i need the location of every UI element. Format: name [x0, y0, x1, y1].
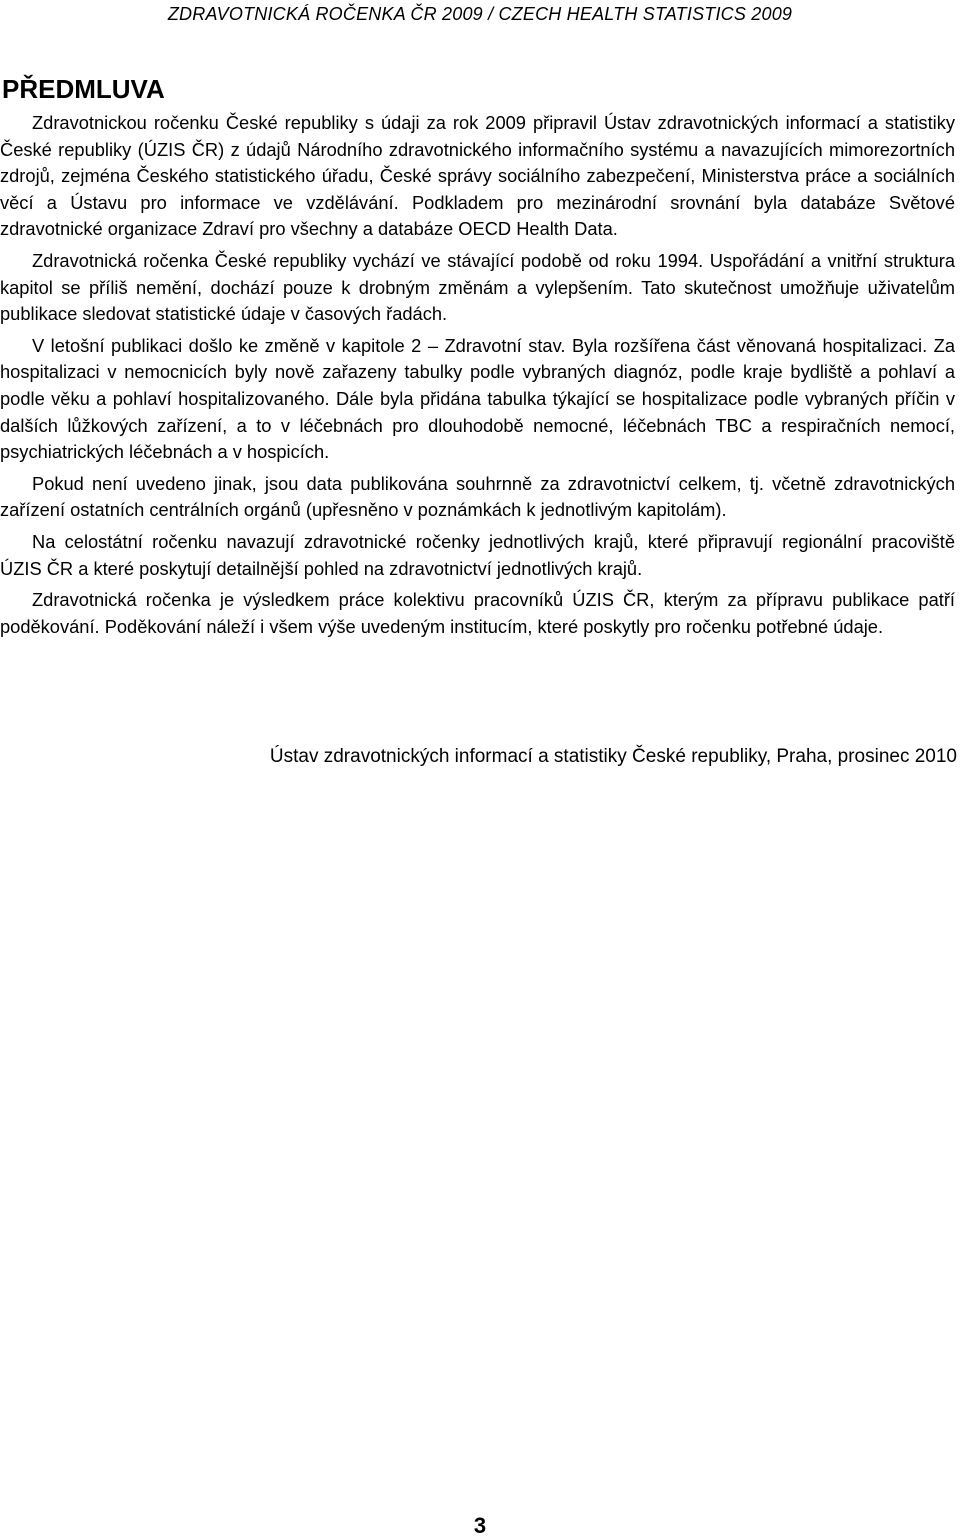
section-title: PŘEDMLUVA [2, 74, 165, 104]
paragraph-1: Zdravotnickou ročenku České republiky s údaji za rok 2009 připravil Ústav zdravotnických informací a statistiky České republiky (ÚZIS ČR) z údajů Národního zdravotnického informačního systému a navazujících mimorezortních zdrojů, zejména Českého statistického úřadu, České správy sociálního zabezpečení, Ministerstva práce a sociálních věcí a Ústavu pro informace ve vzdělávání. Podkladem pro mezinárodní srovnání byla databáze Světové zdravotnické organizace Zdraví pro všechny a databáze OECD Health Data. [0, 112, 955, 240]
page-number: 3 [473, 1513, 487, 1538]
paragraph-3: V letošní publikaci došlo ke změně v kapitole 2 – Zdravotní stav. Byla rozšířena část věnovaná hospitalizaci. Za hospitalizaci v nemocnicích byly nově zařazeny tabulky podle vybraných diagnóz, podle kraje bydliště a pohlaví a podle věku a pohlaví hospitalizovaného. Dále byla přidána tabulka týkající se hospitalizace podle vybraných příčin v dalších lůžkových zařízení, a to v léčebnách pro dlouhodobě nemocné, léčebnách TBC a respiračních nemocí, psychiatrických léčebnách a v hospicích. [0, 334, 955, 463]
paragraph-6: Zdravotnická ročenka je výsledkem práce kolektivu pracovníků ÚZIS ČR, kterým za přípravu publikace patří poděkování. Poděkování náleží i všem výše uvedeným institucím, které poskytly pro ročenku potřebné údaje. [0, 589, 955, 637]
preface-body [0, 110, 955, 645]
paragraph-2: Zdravotnická ročenka České republiky vychází ve stávající podobě od roku 1994. Uspořádání a vnitřní struktura kapitol se příliš nemění, dochází pouze k drobným změnám a vylepšením. Tato skutečnost umožňuje uživatelům publikace sledovat statistické údaje v časových řadách. [0, 249, 955, 325]
paragraph-4: Pokud není uvedeno jinak, jsou data publikována souhrnně za zdravotnictví celkem, tj. včetně zdravotnických zařízení ostatních centrálních orgánů (upřesněno v poznámkách k jednotlivým kapitolám). [0, 472, 955, 521]
running-header: ZDRAVOTNICKÁ ROČENKA ČR 2009 / CZECH HEALTH STATISTICS 2009 [167, 4, 793, 24]
paragraph-5: Na celostátní ročenku navazují zdravotnické ročenky jednotlivých krajů, které připravují regionální pracoviště ÚZIS ČR a které poskytují detailnější pohled na zdravotnictví jednotlivých krajů. [0, 530, 955, 579]
signature-line: Ústav zdravotnických informací a statistiky České republiky, Praha, prosinec 2010 [269, 746, 957, 767]
